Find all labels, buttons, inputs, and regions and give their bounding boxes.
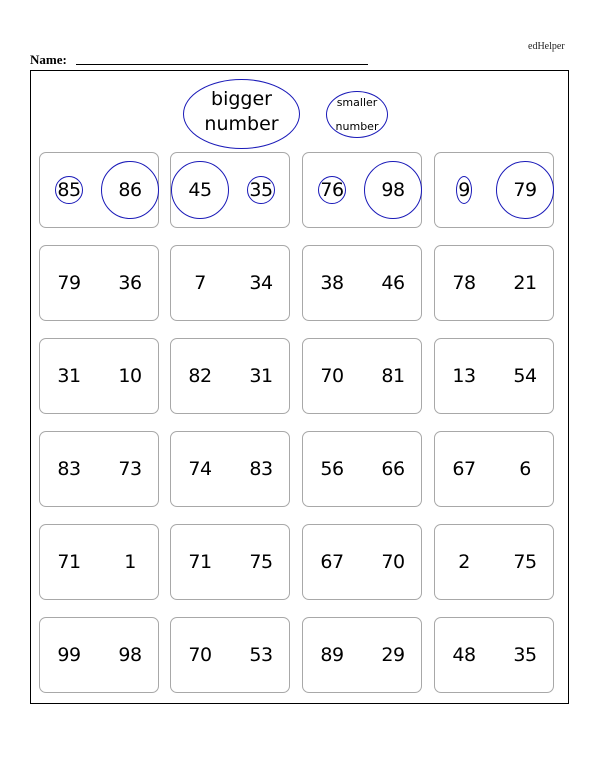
right-number[interactable]: 31	[249, 365, 273, 387]
smaller-number-circle	[318, 176, 346, 204]
right-number[interactable]: 54	[513, 365, 537, 387]
right-number[interactable]: 75	[513, 551, 537, 573]
right-number[interactable]: 75	[249, 551, 273, 573]
left-number[interactable]: 56	[320, 458, 344, 480]
left-number[interactable]: 31	[57, 365, 81, 387]
left-number[interactable]: 76	[320, 179, 344, 201]
right-number[interactable]: 81	[381, 365, 405, 387]
right-number[interactable]: 53	[249, 644, 273, 666]
right-number[interactable]: 35	[249, 179, 273, 201]
left-number[interactable]: 9	[458, 179, 470, 201]
left-number[interactable]: 83	[57, 458, 81, 480]
right-number[interactable]: 98	[381, 179, 405, 201]
left-number[interactable]: 89	[320, 644, 344, 666]
right-number[interactable]: 98	[118, 644, 142, 666]
smaller-number-circle	[247, 176, 275, 204]
right-number[interactable]: 73	[118, 458, 142, 480]
left-number[interactable]: 74	[188, 458, 212, 480]
smaller-number-circle	[55, 176, 83, 204]
brand-label: edHelper	[528, 41, 565, 52]
left-number[interactable]: 71	[57, 551, 81, 573]
left-number[interactable]: 38	[320, 272, 344, 294]
legend-bigger-line2: number	[204, 113, 279, 135]
left-number[interactable]: 7	[194, 272, 206, 294]
right-number[interactable]: 10	[118, 365, 142, 387]
legend-smaller-line2: number	[335, 120, 379, 133]
left-number[interactable]: 67	[452, 458, 476, 480]
left-number[interactable]: 67	[320, 551, 344, 573]
left-number[interactable]: 79	[57, 272, 81, 294]
bigger-number-circle	[364, 161, 422, 219]
right-number[interactable]: 70	[381, 551, 405, 573]
left-number[interactable]: 99	[57, 644, 81, 666]
right-number[interactable]: 1	[124, 551, 136, 573]
right-number[interactable]: 35	[513, 644, 537, 666]
bigger-number-circle	[496, 161, 554, 219]
right-number[interactable]: 6	[519, 458, 531, 480]
right-number[interactable]: 83	[249, 458, 273, 480]
left-number[interactable]: 71	[188, 551, 212, 573]
left-number[interactable]: 85	[57, 179, 81, 201]
right-number[interactable]: 36	[118, 272, 142, 294]
smaller-number-circle	[456, 176, 472, 204]
right-number[interactable]: 66	[381, 458, 405, 480]
right-number[interactable]: 86	[118, 179, 142, 201]
legend-smaller-line1: smaller	[336, 96, 378, 109]
right-number[interactable]: 21	[513, 272, 537, 294]
left-number[interactable]: 45	[188, 179, 212, 201]
right-number[interactable]: 34	[249, 272, 273, 294]
left-number[interactable]: 70	[320, 365, 344, 387]
left-number[interactable]: 70	[188, 644, 212, 666]
bigger-number-circle	[101, 161, 159, 219]
left-number[interactable]: 48	[452, 644, 476, 666]
right-number[interactable]: 79	[513, 179, 537, 201]
left-number[interactable]: 13	[452, 365, 476, 387]
left-number[interactable]: 82	[188, 365, 212, 387]
legend-bigger-line1: bigger	[211, 88, 272, 110]
left-number[interactable]: 78	[452, 272, 476, 294]
bigger-number-circle	[171, 161, 229, 219]
name-label: Name:	[30, 52, 67, 67]
right-number[interactable]: 29	[381, 644, 405, 666]
right-number[interactable]: 46	[381, 272, 405, 294]
left-number[interactable]: 2	[458, 551, 470, 573]
name-input-line[interactable]	[76, 64, 368, 65]
